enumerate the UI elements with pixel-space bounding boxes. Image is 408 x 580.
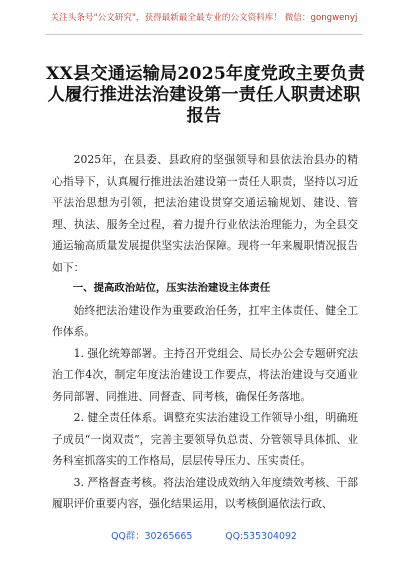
footer-contact bbox=[46, 531, 362, 543]
section-heading-1: 一、提高政治站位，压实法治建设主体责任 bbox=[72, 282, 271, 294]
title-line-1: XX县交通运输局2025年度党政主要负责 bbox=[46, 64, 366, 84]
header-banner: 关注头条号"公文研究"，获得最新最全最专业的公文资料库！ 微信：gongwenyj bbox=[50, 13, 358, 23]
header-divider bbox=[46, 34, 362, 35]
title-line-2: 人履行推进法治建设第一责任人职责述职 bbox=[47, 85, 361, 105]
document-body bbox=[52, 149, 358, 515]
paragraph-intro: 2025年，在县委、县政府的坚强领导和县依法治县办的精心指导下，认真履行推进法治建设第一责任人职责，坚持以习近平法治思想为引领，把法治建设贯穿交通运输规划、建设、管理、执法、服务全过程，着力提升行业依法治理能力，为全县交通运输高质量发展提供坚实法治保障。现将一年来履职情况报告如下： bbox=[52, 153, 358, 274]
title-line-3: 报告 bbox=[186, 106, 222, 126]
paragraph-item-3: 3. 严格督查考核。将法治建设成效纳入年度绩效考核、干部履职评价重要内容，强化结果运用，以考核倒逼依法行政、 bbox=[52, 475, 358, 510]
footer-qq: QQ:535304092 bbox=[225, 531, 297, 542]
paragraph-section-1-intro: 始终把法治建设作为重要政治任务，扛牢主体责任、健全工作体系。 bbox=[52, 303, 358, 338]
document-title bbox=[46, 64, 366, 127]
paragraph-item-2: 2. 健全责任体系。调整充实法治建设工作领导小组，明确班子成员“一岗双责”，完善主要领导负总责、分管领导具体抓、业务科室抓落实的工作格局，层层传导压力、压实责任。 bbox=[52, 411, 358, 467]
paragraph-item-1: 1. 强化统筹部署。主持召开党组会、局长办公会专题研究法治工作4次，制定年度法治建设工作要点，将法治建设与交通业务同部署、同推进、同督查、同考核，确保任务落地。 bbox=[52, 346, 358, 403]
footer-qq-group: QQ群：30265665 bbox=[111, 531, 193, 542]
